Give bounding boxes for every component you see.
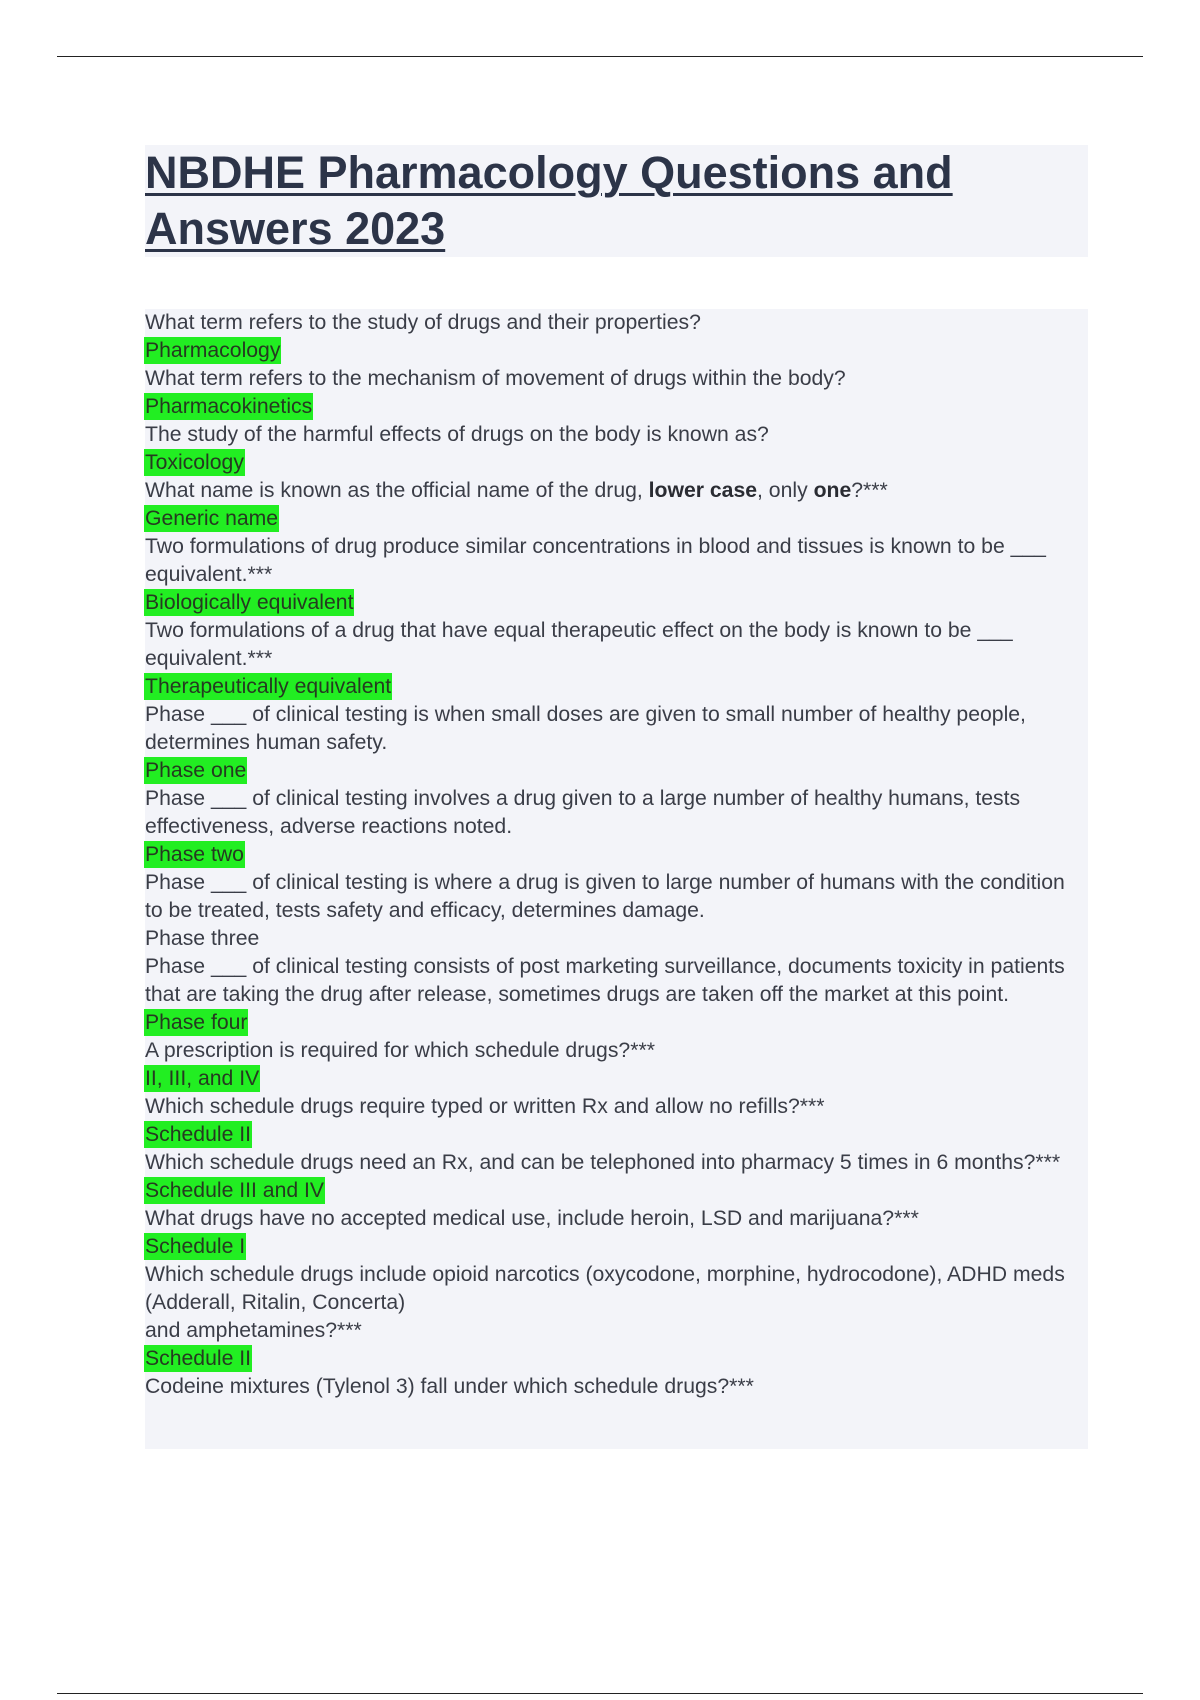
answer-line bbox=[145, 1345, 1088, 1373]
highlighted-answer: II, III, and IV bbox=[145, 1067, 260, 1090]
question-text: What drugs have no accepted medical use, include heroin, LSD and marijuana?*** bbox=[145, 1207, 919, 1230]
question-text: and amphetamines?*** bbox=[145, 1319, 362, 1342]
question-text: Which schedule drugs need an Rx, and can be telephoned into pharmacy 5 times in 6 months?*** bbox=[145, 1151, 1061, 1174]
highlighted-answer: Toxicology bbox=[145, 451, 244, 474]
highlighted-answer: Schedule II bbox=[145, 1347, 252, 1370]
answer-line bbox=[145, 1177, 1088, 1205]
answer-line bbox=[145, 393, 1088, 421]
question-text bbox=[145, 477, 1088, 505]
highlighted-answer: Schedule I bbox=[145, 1235, 246, 1258]
question-text: What term refers to the study of drugs and their properties? bbox=[145, 311, 701, 334]
highlighted-answer: Generic name bbox=[145, 507, 279, 530]
answer-line bbox=[145, 1121, 1088, 1149]
answer-line bbox=[145, 841, 1088, 869]
question-fragment: What name is known as the official name of the drug, bbox=[145, 479, 649, 502]
highlighted-answer: Phase one bbox=[145, 759, 247, 782]
bottom-rule bbox=[57, 1693, 1143, 1694]
document-title: NBDHE Pharmacology Questions and Answers 2023 bbox=[145, 147, 953, 254]
highlighted-answer: Pharmacology bbox=[145, 339, 281, 362]
highlighted-answer: Schedule III and IV bbox=[145, 1179, 325, 1202]
top-rule bbox=[57, 56, 1143, 57]
question-text: Phase ___ of clinical testing is where a drug is given to large number of humans with the condition to be treated, tests safety and efficacy, determines damage. bbox=[145, 871, 1065, 922]
question-text: What term refers to the mechanism of movement of drugs within the body? bbox=[145, 367, 846, 390]
question-text: Phase ___ of clinical testing consists of post marketing surveillance, documents toxicity in patients that are taking the drug after release, sometimes drugs are taken off the market at this point. bbox=[145, 955, 1065, 1006]
question-text: A prescription is required for which schedule drugs?*** bbox=[145, 1039, 655, 1062]
answer-line bbox=[145, 925, 1088, 953]
question-text: Two formulations of drug produce similar concentrations in blood and tissues is known to be ___ equivalent.*** bbox=[145, 535, 1046, 586]
answer-line bbox=[145, 673, 1088, 701]
highlighted-answer: Pharmacokinetics bbox=[145, 395, 313, 418]
highlighted-answer: Therapeutically equivalent bbox=[145, 675, 392, 698]
answer-line bbox=[145, 757, 1088, 785]
answer-text: Phase three bbox=[145, 927, 260, 950]
answer-line bbox=[145, 449, 1088, 477]
highlighted-answer: Biologically equivalent bbox=[145, 591, 354, 614]
answer-line bbox=[145, 1065, 1088, 1093]
question-fragment: ?*** bbox=[851, 479, 888, 502]
question-text: The study of the harmful effects of drugs on the body is known as? bbox=[145, 423, 769, 446]
bold-emphasis: lower case bbox=[648, 479, 758, 502]
qa-list bbox=[145, 309, 1088, 1401]
question-text: Which schedule drugs require typed or written Rx and allow no refills?*** bbox=[145, 1095, 825, 1118]
answer-line bbox=[145, 505, 1088, 533]
bold-emphasis: one bbox=[813, 479, 852, 502]
highlighted-answer: Schedule II bbox=[145, 1123, 252, 1146]
answer-line bbox=[145, 1233, 1088, 1261]
highlighted-answer: Phase two bbox=[145, 843, 244, 866]
answer-line bbox=[145, 337, 1088, 365]
answer-line bbox=[145, 1009, 1088, 1037]
title-block bbox=[145, 145, 1088, 257]
question-fragment: , only bbox=[757, 479, 814, 502]
question-text: Two formulations of a drug that have equal therapeutic effect on the body is known to be ___ equivalent.*** bbox=[145, 619, 1013, 670]
question-text: Phase ___ of clinical testing is when small doses are given to small number of healthy people, determines human safety. bbox=[145, 703, 1026, 754]
question-text: Codeine mixtures (Tylenol 3) fall under which schedule drugs?*** bbox=[145, 1375, 754, 1398]
qa-block bbox=[145, 309, 1088, 1449]
question-text: Phase ___ of clinical testing involves a drug given to a large number of healthy humans, tests effectiveness, adverse reactions noted. bbox=[145, 787, 1021, 838]
highlighted-answer: Phase four bbox=[145, 1011, 248, 1034]
answer-line bbox=[145, 589, 1088, 617]
question-text: Which schedule drugs include opioid narcotics (oxycodone, morphine, hydrocodone), ADHD meds (Adderall, Ritalin, Concerta) bbox=[145, 1263, 1065, 1314]
